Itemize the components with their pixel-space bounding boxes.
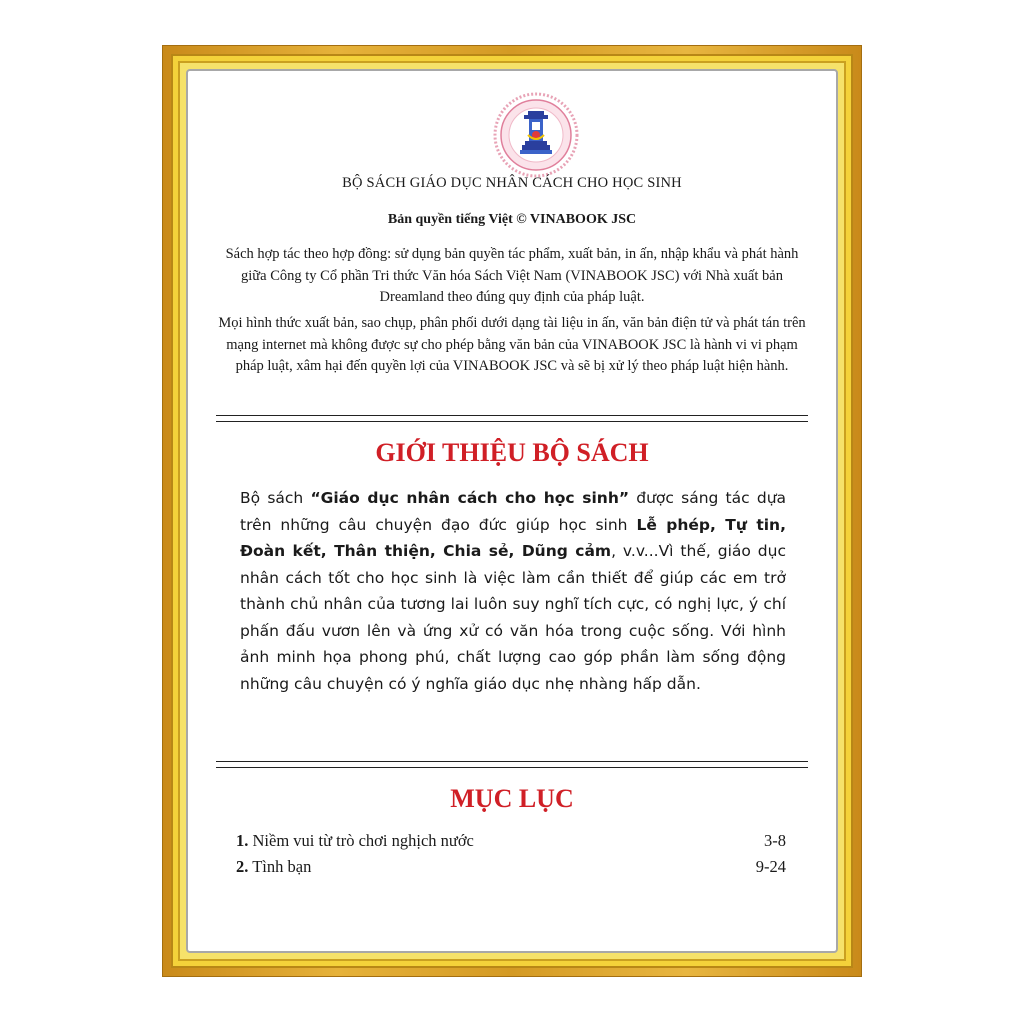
toc-item-number: 2. — [236, 857, 249, 876]
section-divider — [216, 415, 808, 422]
cooperation-paragraph: Sách hợp tác theo hợp đồng: sử dụng bản quyền tác phẩm, xuất bản, in ấn, nhập khẩu và phát hành giữa Công ty Cổ phần Tri thức Văn hóa Sách Việt Nam (VINABOOK JSC) với Nhà xuất bản Dreamland theo đúng quy định của pháp luật. — [225, 246, 799, 305]
copyright-line: Bản quyền tiếng Việt © VINABOOK JSC — [387, 212, 637, 227]
intro-text-3: , v.v...Vì thế, giáo dục nhân cách tốt cho học sinh là việc làm cần thiết để giúp các em trở thành chủ nhân của tương lai luôn suy nghĩ tích cực, có nghị lực, ý chí phấn đấu vươn lên và ứng xử có văn hóa trong cuộc sống. Với hình ảnh minh họa phong phú, chất lượng cao góp phần làm sống động những câu chuyện có ý nghĩa giáo dục nhẹ nhàng hấp dẫn. — [240, 542, 786, 693]
gold-frame-band — [171, 54, 853, 968]
series-title: BỘ SÁCH GIÁO DỤC NHÂN CÁCH CHO HỌC SINH — [342, 175, 682, 191]
intro-text-2: được sáng tác dựa trên những câu chuyện đạo đức giúp học sinh — [240, 489, 787, 534]
gold-frame-inner — [178, 61, 846, 961]
toc-heading: MỤC LỤC — [450, 784, 574, 813]
toc-item-title-wrap — [236, 831, 474, 851]
intro-text-1: Bộ sách — [240, 489, 311, 507]
gold-frame — [162, 45, 862, 977]
intro-bold-series: “Giáo dục nhân cách cho học sinh” — [310, 489, 630, 507]
toc-item — [236, 831, 786, 851]
section-divider — [216, 761, 808, 768]
toc-item-number: 1. — [236, 831, 249, 850]
publisher-seal-icon — [492, 91, 580, 179]
toc-item-title: Niềm vui từ trò chơi nghịch nước — [252, 831, 474, 850]
toc-item — [236, 857, 786, 877]
legal-notice-paragraph: Mọi hình thức xuất bản, sao chụp, phân phối dưới dạng tài liệu in ấn, văn bản điện tử và phát tán trên mạng internet mà không được sự cho phép bằng văn bản của VINABOOK JSC là hành vi vi phạm pháp luật, xâm hại đến quyền lợi của VINABOOK JSC và sẽ bị xử lý theo pháp luật hiện hành. — [218, 315, 806, 374]
intro-heading: GIỚI THIỆU BỘ SÁCH — [375, 438, 649, 467]
toc-item-title-wrap — [236, 857, 311, 877]
intro-bold-virtues: Lễ phép, Tự tin, Đoàn kết, Thân thiện, Chia sẻ, Dũng cảm — [240, 515, 786, 560]
intro-paragraph — [240, 485, 786, 697]
book-page — [186, 69, 838, 953]
toc-item-pages: 3-8 — [764, 831, 786, 850]
toc-item-title: Tình bạn — [252, 857, 312, 876]
toc-item-pages: 9-24 — [755, 857, 786, 876]
